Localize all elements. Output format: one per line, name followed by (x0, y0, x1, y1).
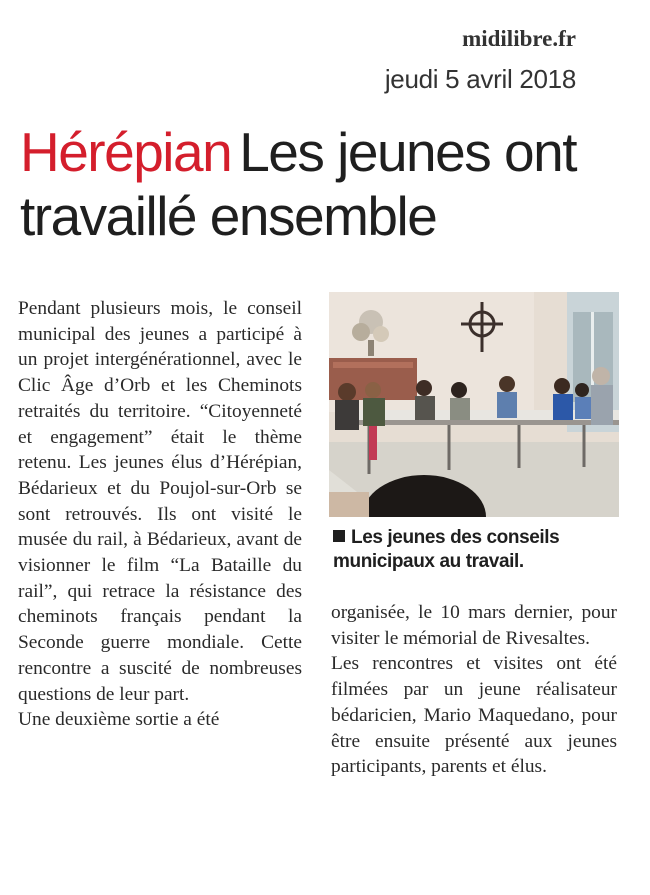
article-photo (329, 292, 619, 517)
paragraph: organisée, le 10 mars dernier, pour visiter le mémorial de Rivesaltes. (331, 602, 617, 649)
article-column-2 (331, 600, 617, 780)
headline-place: Hérépian (20, 121, 232, 183)
source-name: midilibre.fr (462, 26, 576, 51)
photo-caption (333, 526, 623, 574)
article-column-1 (18, 296, 302, 733)
paragraph: Pendant plusieurs mois, le conseil municipal des jeunes a participé à un projet intergénérationnel, avec le Clic Âge d’Orb et les Cheminots retraités du territoire. “Citoyenneté et engagement” était le thème retenu. Les jeunes élus d’Hérépian, Bédarieux et du Poujol-sur-Orb se sont retrouvés. Ils ont visité le musée du rail, à Bédarieux, avant de visionner le film “La Bataille du rail”, qui retrace la résistance des cheminots français pendant la Seconde guerre mondiale. Cette rencontre a suscité de nombreuses questions de leur part. (18, 298, 302, 705)
photo-illustration (329, 292, 619, 517)
headline (20, 120, 640, 248)
headline-title: Les jeunes ont travaillé ensemble (20, 121, 576, 247)
caption-text: Les jeunes des conseils municipaux au travail. (333, 527, 560, 572)
caption-square-icon (333, 530, 345, 542)
publication-date: jeudi 5 avril 2018 (384, 64, 576, 94)
paragraph: Les rencontres et visites ont été filmées par un jeune réalisateur bédaricien, Mario Maquedano, pour être ensuite présenté aux jeunes participants, parents et élus. (331, 653, 617, 778)
paragraph: Une deuxième sortie a été (18, 709, 220, 731)
